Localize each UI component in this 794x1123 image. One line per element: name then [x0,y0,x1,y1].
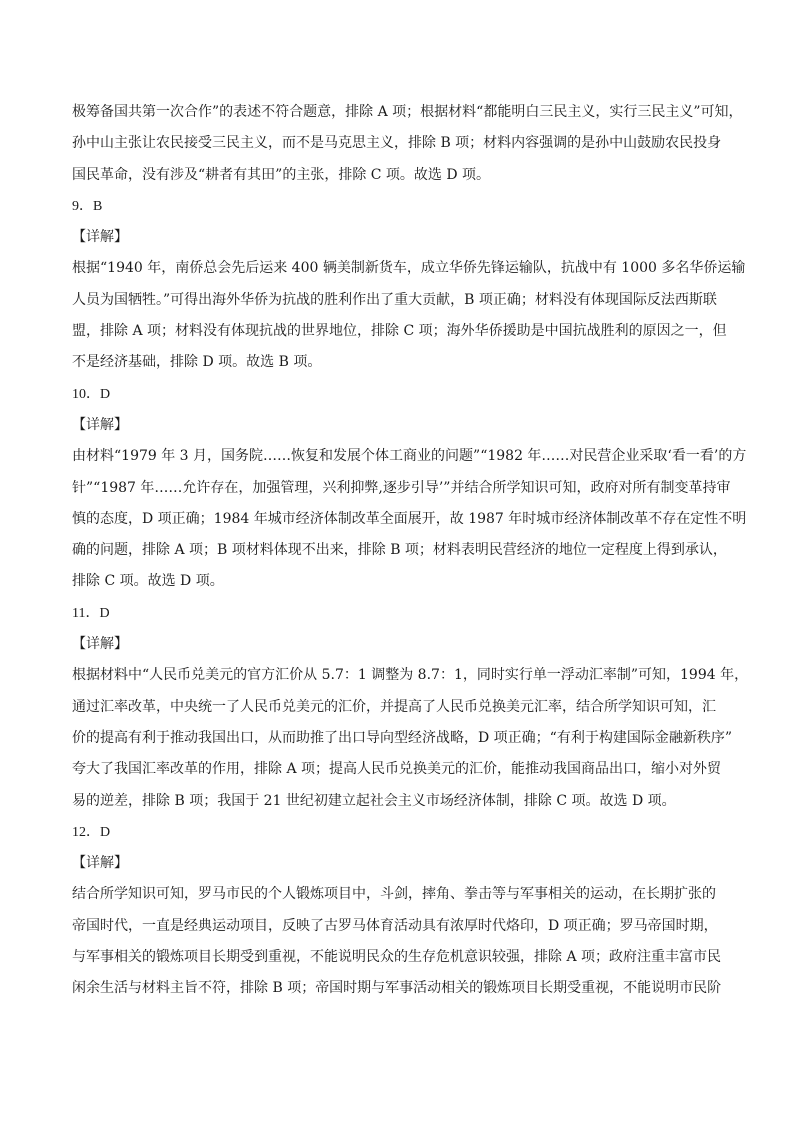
text-line: 夸大了我国汇率改革的作用，排除 A 项；提高人民币兑换美元的汇价，能推动我国商品出口，缩小对外贸 [72,761,722,778]
text-line: 孙中山主张让农民接受三民主义，而不是马克思主义，排除 B 项；材料内容强调的是孙中山鼓励农民投身 [72,135,722,152]
text-line: 盟，排除 A 项；材料没有体现抗战的世界地位，排除 C 项；海外华侨援助是中国抗战胜利的原因之一，但 [72,323,727,340]
text-line: 帝国时代，一直是经典运动项目，反映了古罗马体育活动具有浓厚时代烙印，D 项正确；罗马帝国时期， [72,917,718,934]
text-line: 排除 C 项。故选 D 项。 [72,573,224,590]
text-line: 极筹备国共第一次合作”的表述不符合题意，排除 A 项；根据材料“都能明白三民主义，实行三民主义”可知， [72,104,743,120]
text-line: 易的逆差，排除 B 项；我国于 21 世纪初建立起社会主义市场经济体制，排除 C 项。故选 D 项。 [72,792,676,809]
section-heading: 【详解】 [72,416,128,433]
section-heading: 【详解】 [72,636,128,653]
text-line: 闲余生活与材料主旨不符，排除 B 项；帝国时期与军事活动相关的锻炼项目长期受重视，不能说明市民阶 [72,980,722,997]
text-line: 针”“1987 年……允许存在，加强管理，兴利抑弊,逐步引导’”并结合所学知识可知，政府对所有制变革持审 [72,479,731,496]
section-heading: 【详解】 [72,855,128,872]
text-line: 由材料“1979 年 3 月，国务院……恢复和发展个体工商业的问题”“1982 年……对民营企业采取‘看一看’的方 [72,448,747,465]
text-line: 与军事相关的锻炼项目长期受到重视，不能说明民众的生存危机意识较强，排除 A 项；政府注重丰富市民 [72,949,722,966]
question-number: 11．D [72,605,110,621]
text-line: 根据材料中“人民币兑美元的官方汇价从 5.7：1 调整为 8.7：1，同时实行单一浮动汇率制”可知，1994 年， [72,667,749,684]
text-line: 慎的态度，D 项正确；1984 年城市经济体制改革全面展开，故 1987 年时城市经济体制改革不存在定性不明 [72,510,747,527]
text-line: 根据“1940 年，南侨总会先后运来 400 辆美制新货车，成立华侨先锋运输队，抗战中有 1000 多名华侨运输 [72,260,746,277]
text-line: 不是经济基础，排除 D 项。故选 B 项。 [72,354,322,371]
question-number: 12．D [72,824,111,840]
text-line: 通过汇率改革，中央统一了人民币兑美元的汇价，并提高了人民币兑换美元汇率，结合所学知识可知，汇 [72,698,716,715]
section-heading: 【详解】 [72,229,128,246]
document-body [72,97,749,1005]
text-line: 确的问题，排除 A 项；B 项材料体现不出来，排除 B 项；材料表明民营经济的地位一定程度上得到承认， [72,542,727,559]
text-line: 价的提高有利于推动我国出口，从而助推了出口导向型经济战略，D 项正确；“有利于构建国际金融新秩序” [72,729,732,746]
question-number: 10．D [72,386,111,402]
text-line: 人员为国牺牲。”可得出海外华侨为抗战的胜利作出了重大贡献，B 项正确；材料没有体现国际反法西斯联 [72,291,717,308]
question-number: 9．B [72,198,103,214]
text-line: 结合所学知识可知，罗马市民的个人锻炼项目中，斗剑，摔角、拳击等与军事相关的运动，在长期扩张的 [72,886,716,903]
text-line: 国民革命，没有涉及“耕者有其田”的主张，排除 C 项。故选 D 项。 [72,166,491,183]
